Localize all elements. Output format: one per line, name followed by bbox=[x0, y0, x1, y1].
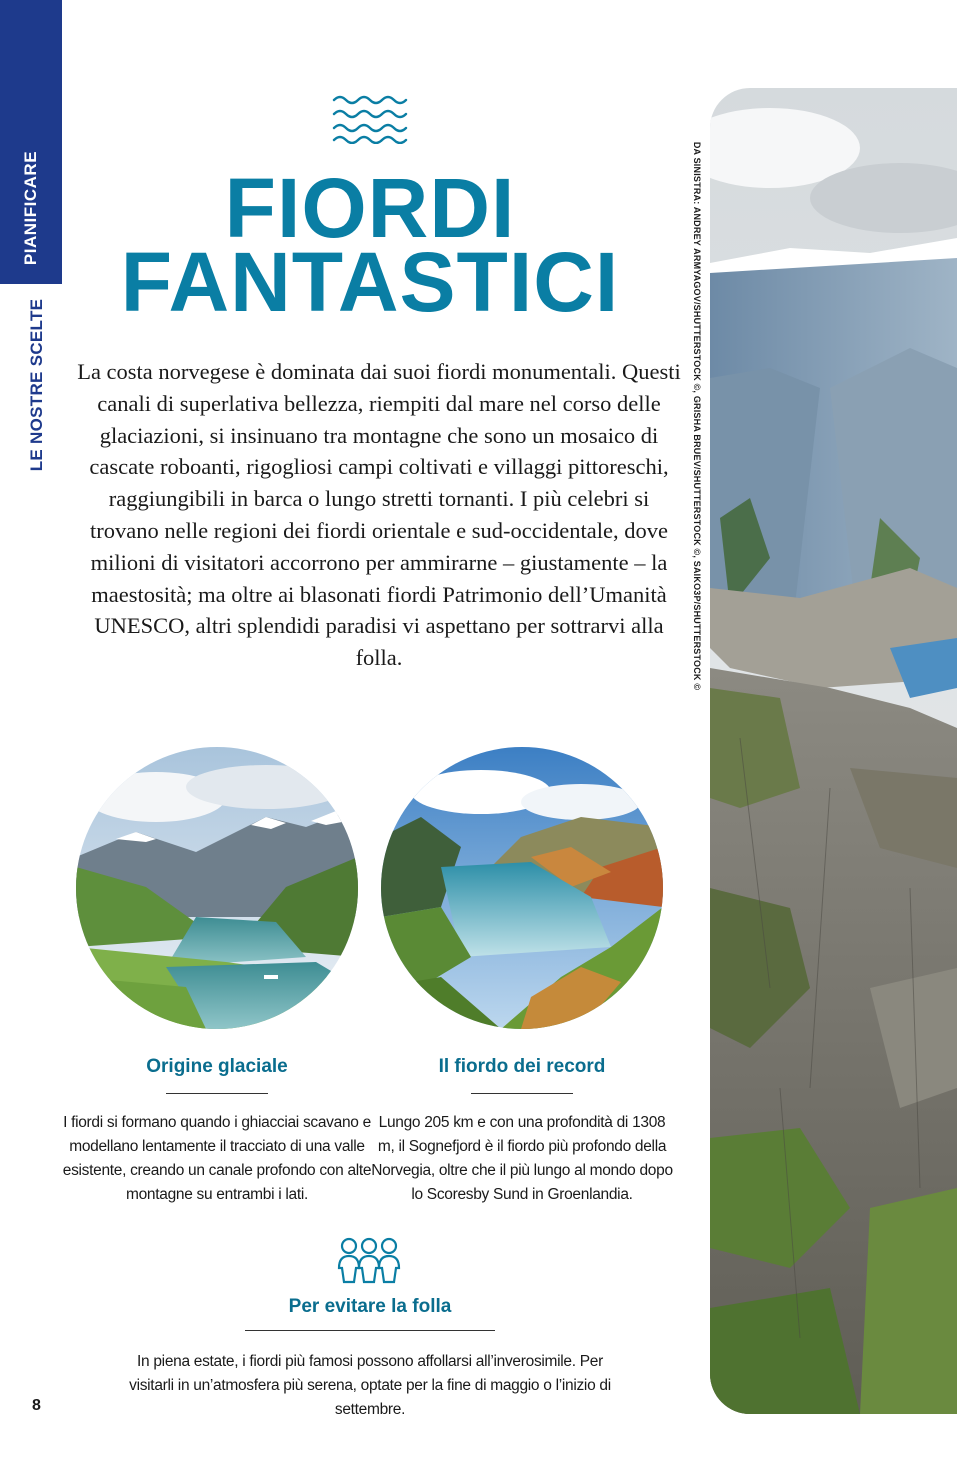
trolltunga-photo bbox=[710, 88, 957, 1414]
section-tab-label: PIANIFICARE bbox=[21, 150, 40, 266]
feature-title-glacial-origin: Origine glaciale bbox=[146, 1056, 288, 1077]
divider bbox=[471, 1093, 573, 1094]
photo-credit: DA SINISTRA: ANDREY ARMYAGOV/SHUTTERSTOCK ©, GRISHA BRUEV/SHUTTERSTOCK ©, SAIKO3P/SHUTTERSTOCK © bbox=[692, 141, 702, 691]
page-title-line2: FANTASTICI bbox=[120, 235, 620, 329]
people-icon bbox=[335, 1236, 403, 1288]
feature-text-glacial-origin: I fiordi si formano quando i ghiacciai scavano e modellano lentamente il tracciato di una valle esistente, creando un canale profondo con alte montagne su entrambi i lati. bbox=[62, 1114, 372, 1203]
fjord-photo-right bbox=[381, 747, 663, 1029]
subsection-label: LE NOSTRE SCELTE bbox=[27, 298, 46, 472]
divider bbox=[245, 1330, 495, 1331]
page-number: 8 bbox=[32, 1397, 41, 1414]
feature-text-record-fjord: Lungo 205 km e con una profondità di 1308 m, il Sognefjord è il fiordo più profondo della Norvegia, oltre che il più lungo al mondo dopo lo Scoresby Sund in Groenlandia. bbox=[371, 1114, 673, 1203]
tip-title: Per evitare la folla bbox=[288, 1296, 452, 1317]
fjord-photo-left bbox=[76, 747, 358, 1029]
divider bbox=[166, 1093, 268, 1094]
page-title-line1: FIORDI bbox=[224, 161, 516, 255]
waves-icon bbox=[332, 92, 410, 144]
tip-text: In piena estate, i fiordi più famosi possono affollarsi all’inverosimile. Per visitarli in un’atmosfera più serena, optate per la fine di maggio o l’inizio di settembre. bbox=[129, 1353, 611, 1418]
feature-title-record-fjord: Il fiordo dei record bbox=[438, 1056, 606, 1077]
intro-paragraph: La costa norvegese è dominata dai suoi fiordi monumentali. Questi canali di superlativa bellezza, riempiti dal mare nel corso delle glaciazioni, si insinuano tra montagne che sono un mosaico di cascate roboanti, rigogliosi campi coltivati e villaggi pittoreschi, raggiungibili in barca o lungo stretti tornanti. I più celebri si trovano nelle regioni dei fiordi orientale e sud-occidentale, dove milioni di visitatori accorrono per ammirarne – giustamente – la maestosità; ma oltre ai blasonati fiordi Patrimonio dell’Umanità UNESCO, altri splendidi paradisi vi aspettano per sottrarvi alla folla. bbox=[77, 359, 681, 671]
